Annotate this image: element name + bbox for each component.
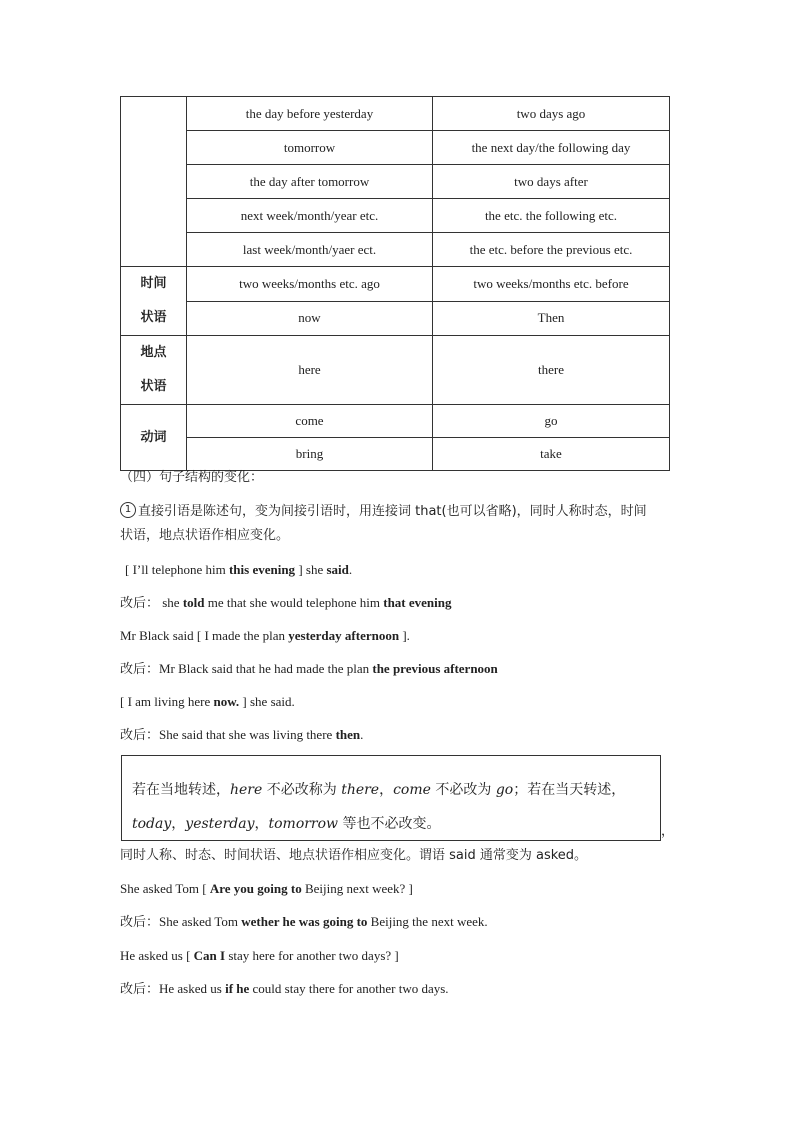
table-row: [121, 301, 670, 336]
category-place-adverbial: [121, 336, 187, 405]
category-label: 状语: [140, 310, 167, 325]
indirect-cell: two days after: [433, 165, 670, 199]
example-5-after: 改后：He asked us if he could stay there for another two days.: [120, 981, 449, 996]
note-line-2: today，yesterday，tomorrow 等也不必改变。: [132, 816, 441, 832]
example-1-after: 改后： she told me that she would telephone him that evening: [120, 595, 452, 610]
table-row: [121, 97, 670, 131]
example-3: [ I am living here now. ] she said.: [120, 694, 295, 709]
indirect-cell: the etc. the following etc.: [433, 199, 670, 233]
direct-cell: next week/month/year etc.: [187, 199, 433, 233]
direct-cell: the day before yesterday: [187, 97, 433, 131]
example-4-after: 改后：She asked Tom wether he was going to Beijing the next week.: [120, 914, 488, 929]
table-row: [121, 131, 670, 165]
indirect-cell: two weeks/months etc. before: [433, 267, 670, 302]
rule-2-text: 同时人称、时态、时间状语、地点状语作相应变化。谓语 said 通常变为 asked。: [120, 848, 588, 863]
indirect-cell: take: [433, 438, 670, 471]
indirect-cell: two days ago: [433, 97, 670, 131]
category-verb: 动词: [121, 405, 187, 471]
example-2: Mr Black said [ I made the plan yesterday afternoon ].: [120, 628, 410, 643]
table-row: [121, 438, 670, 471]
category-label: 时间: [140, 276, 167, 291]
section-title: （四）句子结构的变化：: [120, 470, 264, 485]
direct-cell: tomorrow: [187, 131, 433, 165]
table-row: [121, 267, 670, 302]
reported-speech-table: [120, 96, 670, 471]
example-4: She asked Tom [ Are you going to Beijing next week? ]: [120, 881, 413, 896]
rule-1-line-1: [120, 503, 647, 521]
indirect-cell: there: [433, 336, 670, 405]
note-line-1: 若在当地转述，here 不必改称为 there，come 不必改为 go；若在当天转述，: [132, 782, 626, 798]
direct-cell: bring: [187, 438, 433, 471]
empty-category-cell: [121, 97, 187, 267]
indirect-cell: go: [433, 405, 670, 438]
direct-cell: last week/month/yaer ect.: [187, 233, 433, 267]
direct-cell: here: [187, 336, 433, 405]
circled-number: 1: [120, 502, 136, 518]
rule-1-text: 直接引语是陈述句，变为间接引语时，用连接词 that(也可以省略)，同时人称时态，时间: [138, 504, 647, 519]
occluded-text-edge: ，: [661, 824, 675, 839]
example-5: He asked us [ Can I stay here for another two days? ]: [120, 948, 399, 963]
indirect-cell: the next day/the following day: [433, 131, 670, 165]
example-2-after: 改后：Mr Black said that he had made the plan the previous afternoon: [120, 661, 498, 676]
table-row: [121, 405, 670, 438]
example-3-after: 改后：She said that she was living there then.: [120, 727, 364, 742]
table-row: [121, 165, 670, 199]
indirect-cell: the etc. before the previous etc.: [433, 233, 670, 267]
direct-cell: come: [187, 405, 433, 438]
category-time-adverbial: [121, 267, 187, 336]
indirect-cell: Then: [433, 301, 670, 336]
note-box: [121, 755, 661, 841]
table-row: [121, 233, 670, 267]
example-1: [ I’ll telephone him this evening ] she said.: [125, 562, 353, 577]
direct-cell: the day after tomorrow: [187, 165, 433, 199]
category-label: 地点: [140, 345, 167, 360]
category-label: 状语: [140, 379, 167, 394]
table-row: [121, 199, 670, 233]
direct-cell: two weeks/months etc. ago: [187, 267, 433, 302]
table-row: [121, 336, 670, 405]
rule-1-line-2: 状语，地点状语作相应变化。: [120, 528, 290, 543]
direct-cell: now: [187, 301, 433, 336]
